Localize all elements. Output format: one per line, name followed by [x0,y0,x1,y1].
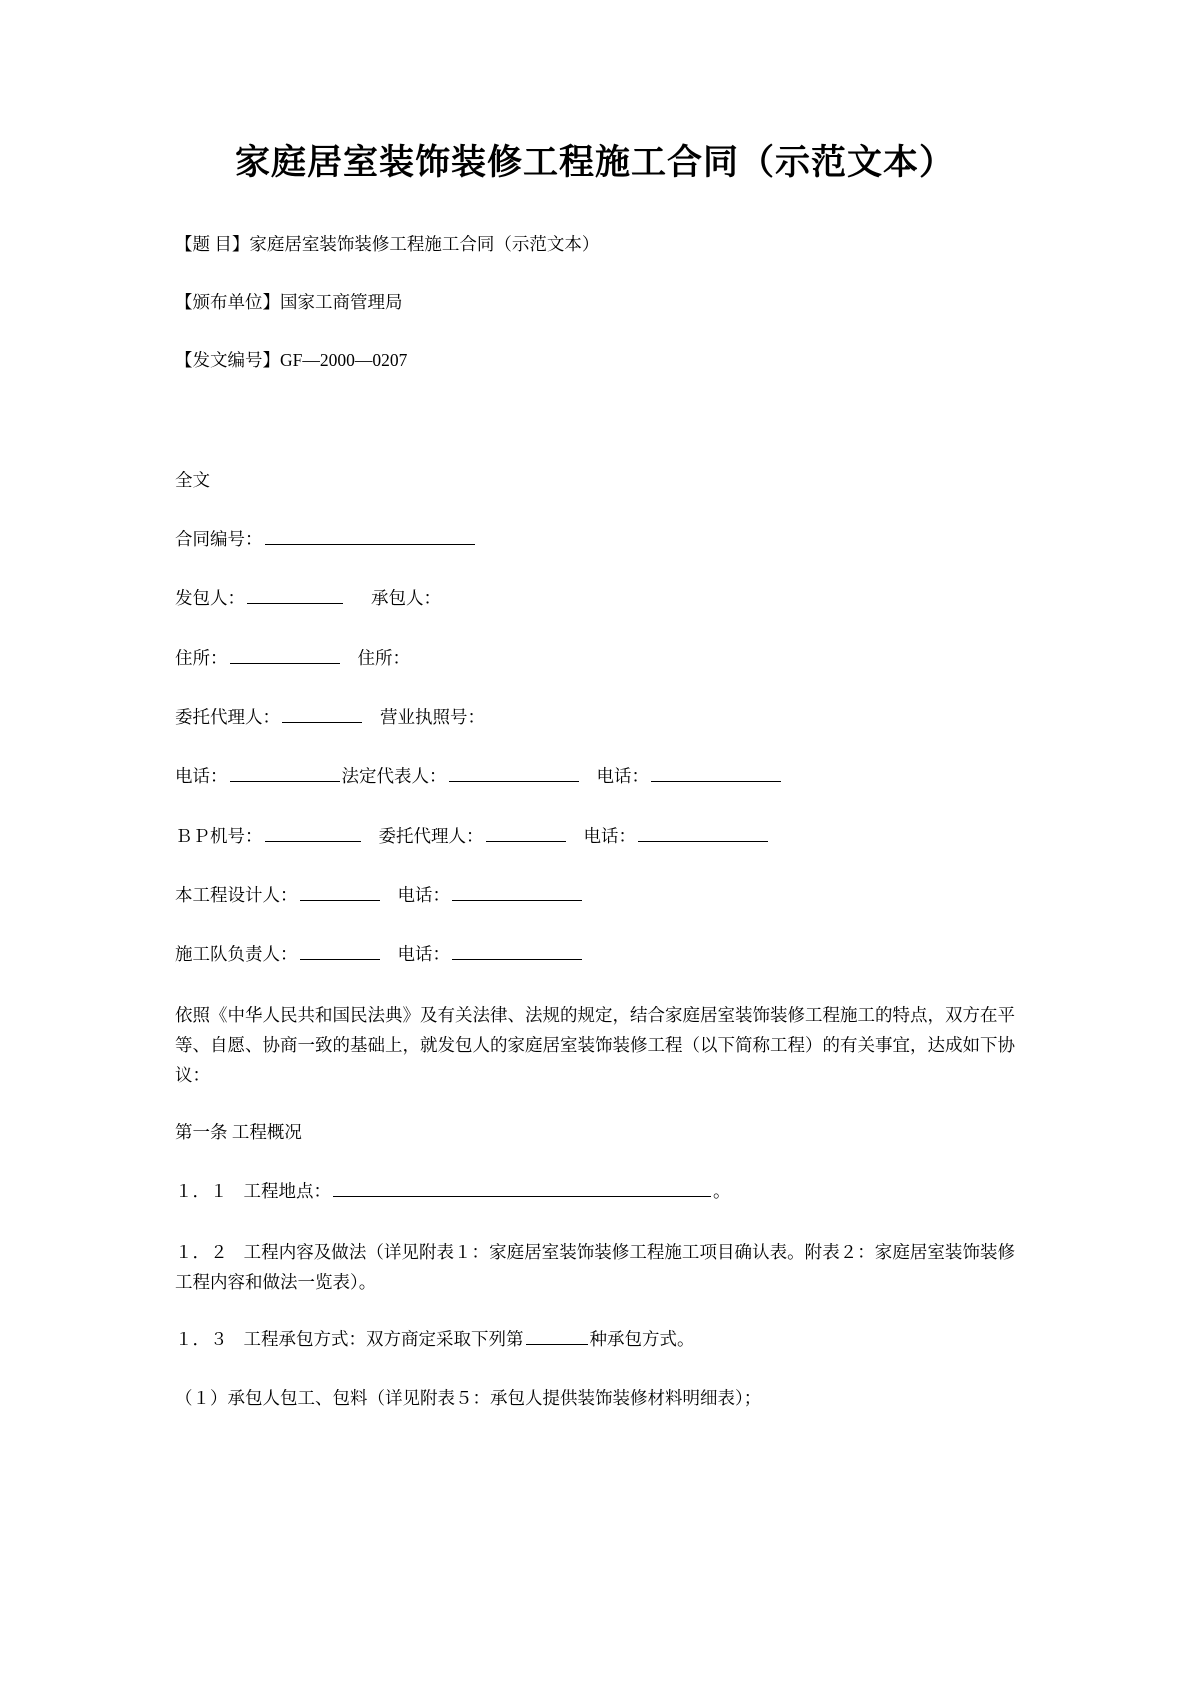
field-legal-rep-blank [449,763,579,782]
field-party-b-label: 承包人： [371,588,441,609]
item-blank [333,1178,711,1197]
article-1-heading: 第一条 工程概况 [175,1121,302,1142]
field-license-label: 营业执照号： [380,706,485,727]
meta-subject-value: 家庭居室装饰装修工程施工合同（示范文本） [249,233,600,254]
field-party-a-label: 发包人： [175,588,245,609]
meta-doc-number-label: 【发文编号】 [175,349,280,370]
item-text: 承包人包工、包料（详见附表５：承包人提供装饰装修材料明细表）； [227,1388,762,1409]
field-legal-rep-label: 法定代表人： [341,766,447,787]
field-agent2-blank [486,822,566,841]
field-agent2-label: 委托代理人： [378,825,484,846]
field-contract-no-label: 合同编号： [175,528,263,549]
page-title: 家庭居室装饰装修工程施工合同（示范文本） [234,143,955,182]
section-full-text: 全文 [175,469,210,490]
item-number: １．２ [175,1241,228,1262]
field-contract-no-blank [265,525,475,544]
field-designer-blank [300,882,380,901]
item-number: １．３ [175,1328,228,1349]
meta-subject-label: 【题 目】 [175,233,250,254]
item-text: 工程承包方式：双方商定采取下列第 [243,1328,524,1349]
field-phone1-label: 电话： [175,766,228,787]
article-1-item-3 [175,1325,1015,1353]
field-phone2-label: 电话： [596,766,649,787]
vertical-spacer [175,404,1015,466]
article-1-item-2 [175,1237,1015,1297]
field-parties [175,584,1015,612]
field-phone5-blank [452,941,582,960]
field-address-a-blank [230,644,340,663]
field-designer [175,881,1015,909]
meta-issuer-label: 【颁布单位】 [175,291,280,312]
field-phone3-blank [638,822,768,841]
field-phone2-blank [651,763,781,782]
field-phone4-blank [452,882,582,901]
field-address-a-label: 住所： [175,647,228,668]
item-text: 工程内容及做法（详见附表１：家庭居室装饰装修工程施工项目确认表。附表２：家庭居室装饰装修工程内容和做法一览表）。 [175,1241,1016,1292]
item-text: 工程地点： [243,1181,331,1202]
field-bp-blank [265,822,361,841]
meta-doc-number [175,346,1015,374]
field-addresses [175,644,1015,672]
item-number: １．１ [175,1181,228,1202]
field-agent-label: 委托代理人： [175,706,280,727]
meta-issuer [175,288,1015,316]
meta-subject [175,230,1015,258]
field-address-b-label: 住所： [357,647,410,668]
field-phone-legal-rep [175,762,1015,790]
article-1-item-4 [175,1384,1015,1412]
field-phone4-label: 电话： [397,884,450,905]
preamble-paragraph: 依照《中华人民共和国民法典》及有关法律、法规的规定，结合家庭居室装饰装修工程施工的特点，双方在平等、自愿、协商一致的基础上，就发包人的家庭居室装饰装修工程（以下简称工程）的有关事宜，达成如下协议： [175,1004,1015,1085]
field-agent-license [175,703,1015,731]
field-phone5-label: 电话： [397,944,450,965]
field-phone3-label: 电话： [583,825,636,846]
field-designer-label: 本工程设计人： [175,884,298,905]
field-phone1-blank [230,763,340,782]
field-contract-no [175,525,1015,553]
meta-doc-number-value: GF—2000—0207 [280,349,408,370]
field-agent-blank [282,704,362,723]
item-text-after: 。 [713,1181,731,1202]
field-team-leader [175,940,1015,968]
field-party-a-blank [247,585,343,604]
meta-issuer-value: 国家工商管理局 [280,291,403,312]
field-bp-agent-phone [175,822,1015,850]
field-team-leader-label: 施工队负责人： [175,944,298,965]
item-blank [526,1325,588,1344]
field-team-leader-blank [300,941,380,960]
field-bp-label: ＢＰ机号： [175,825,263,846]
item-text-after: 种承包方式。 [589,1328,695,1349]
article-1-item-1 [175,1177,1015,1205]
item-number: （１） [175,1388,228,1409]
